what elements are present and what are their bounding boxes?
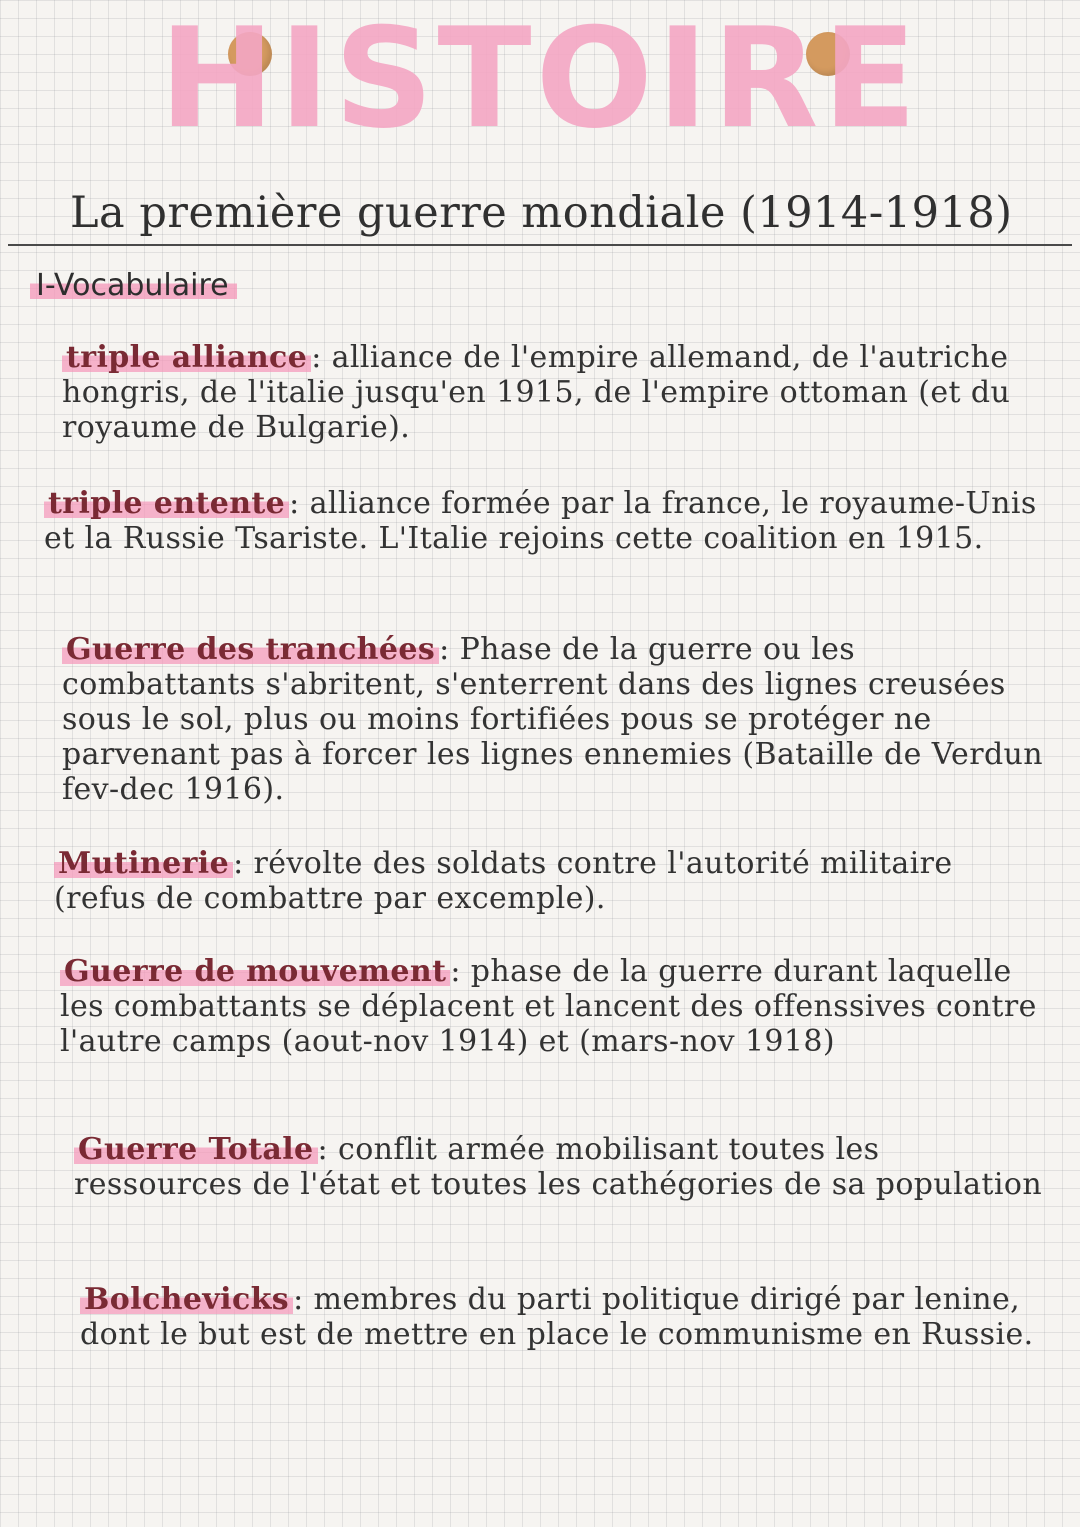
vocab-definition: : Phase de la guerre ou les combattants s'abritent, s'enterrent dans des lignes creusées sous le sol, plus ou moins fortifiées pous se protéger ne parvenant pas à forcer les lignes ennemies (Bataille de Verdun fev-dec 1916). xyxy=(62,632,1043,807)
vocab-definition: : alliance formée par la france, le royaume-Unis et la Russie Tsariste. L'Italie rejoins cette coalition en 1915. xyxy=(44,486,1037,556)
vocab-entry-guerre-totale xyxy=(74,1132,1054,1202)
vocab-entry-guerre-de-mouvement xyxy=(60,954,1060,1059)
vocab-definition: : membres du parti politique dirigé par lenine, dont le but est de mettre en place le communisme en Russie. xyxy=(80,1282,1034,1352)
page-subtitle: La première guerre mondiale (1914-1918) xyxy=(70,188,1013,238)
vocab-definition: : phase de la guerre durant laquelle les combattants se déplacent et lancent des offenssives contre l'autre camps (aout-nov 1914) et (mars-nov 1918) xyxy=(60,954,1037,1059)
vocab-entry-triple-entente xyxy=(44,486,1044,556)
vocab-entry-bolchevicks xyxy=(80,1282,1050,1352)
vocab-term: Mutinerie xyxy=(54,846,233,881)
vocab-definition: : conflit armée mobilisant toutes les ressources de l'état et toutes les cathégories de sa population xyxy=(74,1132,1043,1202)
page-title: HISTOIRE xyxy=(159,0,921,159)
vocab-term: Guerre Totale xyxy=(74,1132,318,1167)
vocab-entry-mutinerie xyxy=(54,846,1044,916)
vocab-term: triple alliance xyxy=(62,340,311,375)
vocab-term: Guerre des tranchées xyxy=(62,632,439,667)
title-underline xyxy=(8,244,1072,246)
vocab-term: Guerre de mouvement xyxy=(60,954,450,989)
vocab-entry-guerre-des-tranchees xyxy=(62,632,1052,807)
vocab-term: triple entente xyxy=(44,486,289,521)
section-title: I-Vocabulaire xyxy=(30,268,237,303)
vocab-entry-triple-alliance xyxy=(62,340,1052,445)
vocab-term: Bolchevicks xyxy=(80,1282,293,1317)
vocab-definition: : révolte des soldats contre l'autorité militaire (refus de combattre par excemple). xyxy=(54,846,953,916)
vocab-definition: : alliance de l'empire allemand, de l'autriche hongris, de l'italie jusqu'en 1915, de l'empire ottoman (et du royaume de Bulgarie). xyxy=(62,340,1011,445)
